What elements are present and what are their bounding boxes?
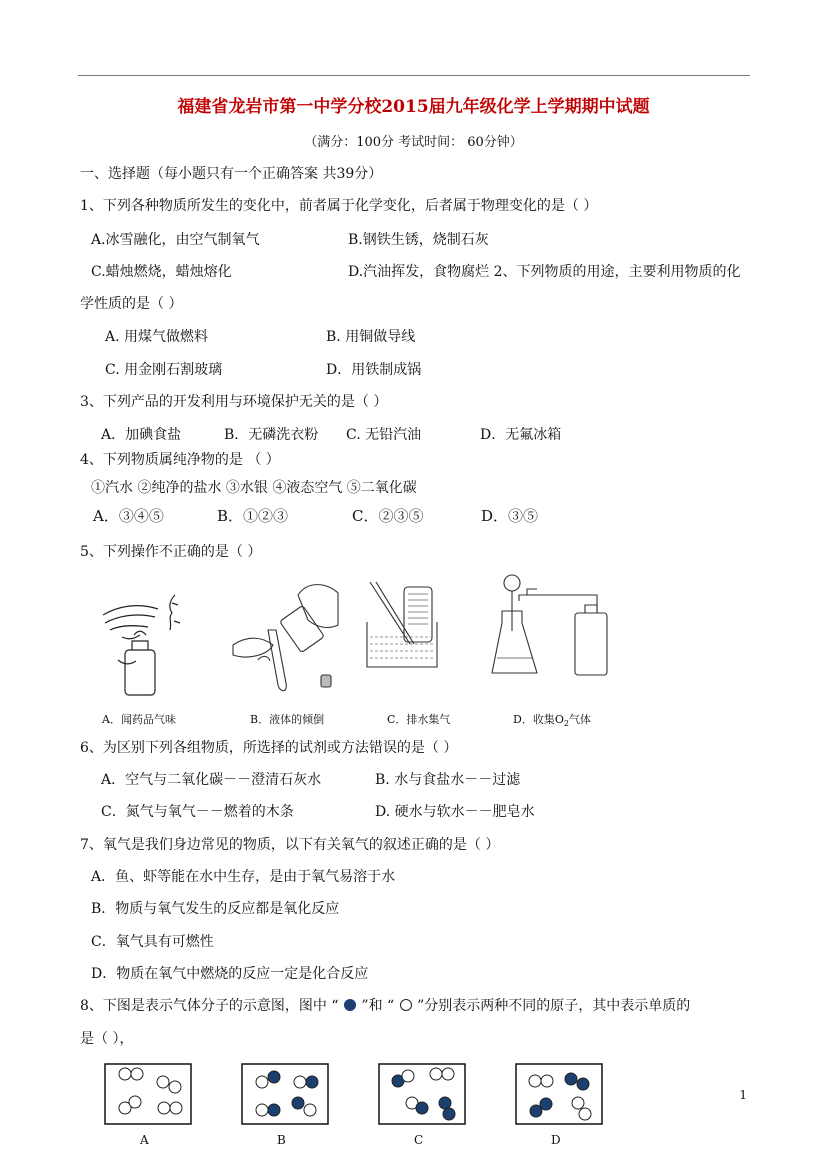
q5-caption-a: A．闻药品气味 [102,713,176,726]
q5-stem: 5、下列操作不正确的是（ ） [80,544,262,560]
q7-stem: 7、氧气是我们身边常见的物质，以下有关氧气的叙述正确的是（ ） [80,837,500,853]
water-gas-collection-illustration [362,582,442,697]
molecule-box-c [378,1063,466,1125]
q6-option-c: C．氮气与氧气－－燃着的木条 [101,804,294,820]
q5-caption-d: D．收集$O_2$气体 [513,713,591,729]
q3-option-a: A．加碘食盐 [101,427,182,443]
q7-option-b: B．物质与氧气发生的反应都是氧化反应 [91,901,340,917]
q1-option-d: D.汽油挥发，食物腐烂 2、下列物质的用途，主要利用物质的化 [348,264,741,280]
q3-stem: 3、下列产品的开发利用与环境保护无关的是（ ） [80,394,388,410]
q4-option-b: B．①②③ [217,507,289,525]
q7-option-a: A．鱼、虾等能在水中生存，是由于氧气易溶于水 [91,869,396,885]
q3-option-b: B．无磷洗衣粉 [224,427,319,443]
q4-items: ①汽水 ②纯净的盐水 ③水银 ④液态空气 ⑤二氧化碳 [91,480,417,496]
q4-option-a: A．③④⑤ [93,507,164,525]
box-label-b: B [277,1133,286,1147]
q1-option-b: B.钢铁生锈，烧制石灰 [348,232,489,248]
q1-option-c: C.蜡烛燃烧，蜡烛熔化 [91,264,232,280]
q2-option-d: D．用铁制成锅 [326,362,422,378]
q2-option-b: B. 用铜做导线 [326,329,416,345]
q5-caption-c: C．排水集气 [387,713,451,726]
q7-option-c: C．氧气具有可燃性 [91,934,214,950]
page-title: 福建省龙岩市第一中学分校2015届九年级化学上学期期中试题 [177,97,650,117]
q7-option-d: D．物质在氧气中燃烧的反应一定是化合反应 [91,966,369,982]
q8-stem: 8、下图是表示气体分子的示意图，图中 “ ”和 “ ”分别表示两种不同的原子，其中表示单质的 [80,998,691,1014]
molecule-box-d [515,1063,603,1125]
q6-option-b: B. 水与食盐水－－过滤 [375,772,521,788]
molecule-box-b [241,1063,329,1125]
q2-option-a: A. 用煤气做燃料 [105,329,209,345]
page-number: 1 [739,1088,747,1102]
q6-option-a: A．空气与二氧化碳－－澄清石灰水 [101,772,322,788]
dark-atom-icon [343,998,357,1012]
q1-stem: 1、下列各种物质所发生的变化中，前者属于化学变化，后者属于物理变化的是（ ） [80,198,598,214]
q6-option-d: D. 硬水与软水－－肥皂水 [375,804,535,820]
q5-caption-b: B．液体的倾倒 [250,713,325,726]
box-label-c: C [414,1133,424,1147]
box-label-a: A [140,1133,149,1147]
box-label-d: D [551,1133,561,1147]
smell-chemical-illustration [100,575,195,700]
molecule-box-a [104,1063,192,1125]
q2-stem-continued: 学性质的是（ ） [80,296,183,312]
section-heading: 一、选择题（每小题只有一个正确答案 共39分） [80,166,383,182]
q4-option-d: D．③⑤ [481,507,539,525]
q4-stem: 4、下列物质属纯净物的是 （ ） [80,452,280,468]
q4-option-c: C．②③⑤ [352,507,424,525]
q3-option-c: C. 无铅汽油 [346,427,422,443]
q8-stem-continued: 是（ ）， [80,1031,134,1047]
header-rule [78,75,750,76]
q6-stem: 6、为区别下列各组物质，所选择的试剂或方法错误的是（ ） [80,740,458,756]
pour-liquid-illustration [228,575,343,700]
q2-option-c: C. 用金刚石割玻璃 [105,362,223,378]
light-atom-icon [399,998,413,1012]
collect-oxygen-illustration [487,573,612,685]
q1-option-a: A.冰雪融化，由空气制氧气 [91,232,260,248]
exam-info: （满分：100分 考试时间： 60分钟） [304,135,523,150]
q3-option-d: D．无氟冰箱 [480,427,562,443]
